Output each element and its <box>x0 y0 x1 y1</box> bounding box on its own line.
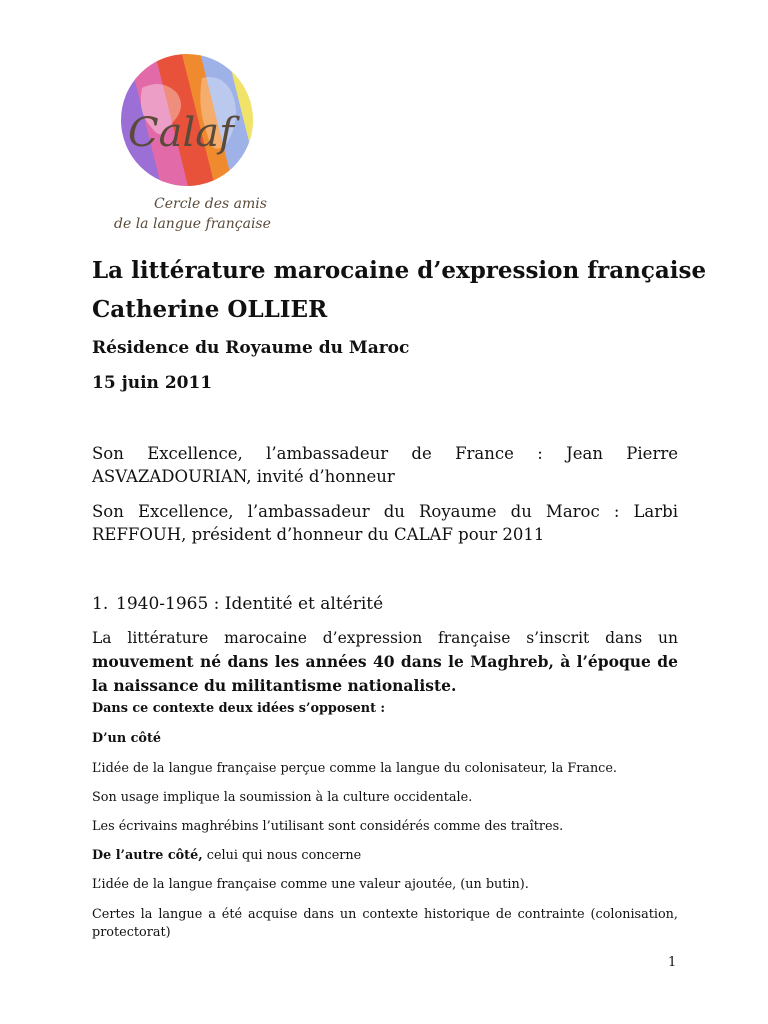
section-heading <box>92 594 383 614</box>
other-side-bold: De l’autre côté, <box>92 848 203 863</box>
logo-subtitle-1: Cercle des amis <box>154 196 267 212</box>
guest-of-honor-france: Son Excellence, l’ambassadeur de France : Jean Pierre ASVAZADOURIAN, invité d’honneur <box>92 444 678 486</box>
idea-colonizer: L’idée de la langue française perçue comme la langue du colonisateur, la France. <box>92 761 617 776</box>
certes-line: Certes la langue a été acquise dans un contexte historique de contrainte (colonisation, protectorat) <box>92 907 678 940</box>
idea-added-value: L’idée de la langue française comme une valeur ajoutée, (un butin). <box>92 877 529 892</box>
writers-line: Les écrivains maghrébins l’utilisant sont considérés comme des traîtres. <box>92 819 564 834</box>
usage-line: Son usage implique la soumission à la culture occidentale. <box>92 790 473 805</box>
intro-paragraph <box>92 627 678 698</box>
event-date: 15 juin 2011 <box>92 373 213 393</box>
section-title: 1940-1965 : Identité et altérité <box>116 594 384 614</box>
document-title: La littérature marocaine d’expression française <box>92 257 707 284</box>
intro-normal: La littérature marocaine d’expression française s’inscrit dans un <box>92 629 678 647</box>
calaf-logo <box>92 48 282 248</box>
page-number: 1 <box>668 955 677 970</box>
section-number: 1. <box>92 594 109 614</box>
one-side-label: D’un côté <box>92 731 161 746</box>
other-side-line <box>92 848 361 863</box>
intro-bold: mouvement né dans les années 40 dans le Maghreb, à l’époque de la naissance du militantisme nationaliste. <box>92 652 678 695</box>
context-line: Dans ce contexte deux idées s’opposent : <box>92 701 386 716</box>
logo-name: Calaf <box>128 110 234 156</box>
logo-subtitle-2: de la langue française <box>114 216 271 232</box>
author-name: Catherine OLLIER <box>92 296 328 323</box>
other-side-rest: celui qui nous concerne <box>202 848 362 863</box>
guest-of-honor-morocco: Son Excellence, l’ambassadeur du Royaume du Maroc : Larbi REFFOUH, président d’honneur du CALAF pour 2011 <box>92 502 678 544</box>
venue: Résidence du Royaume du Maroc <box>92 338 410 358</box>
